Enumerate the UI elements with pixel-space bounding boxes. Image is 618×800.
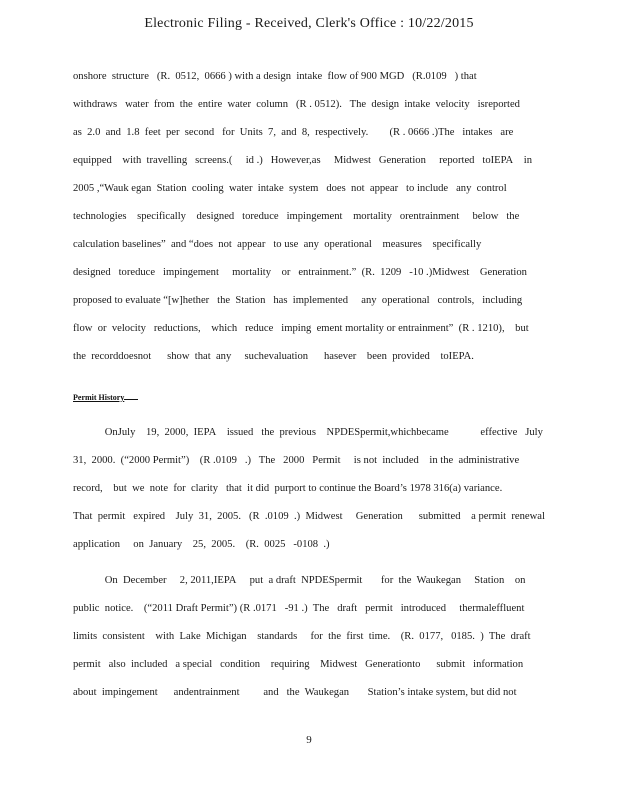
- text-line: designed toreduce impingement mortality or entrainment.” (R. 1209 -10 .)Midwest Generation: [73, 267, 527, 278]
- text-line: That permit expired July 31, 2005. (R .0109 .) Midwest Generation submitted a permit renewal: [73, 511, 545, 522]
- text-line: On December 2, 2011,IEPA put a draft NPDESpermit for the Waukegan Station on: [73, 575, 526, 586]
- text-line: about impingement andentrainment and the Waukegan Station’s intake system, but did not: [73, 687, 517, 698]
- text-line: technologies specifically designed toreduce impingement mortality orentrainment below the: [73, 211, 520, 222]
- filing-header: Electronic Filing - Received, Clerk's Office : 10/22/2015: [144, 16, 474, 31]
- text-line: proposed to evaluate “[w]hether the Station has implemented any operational controls, including: [73, 295, 523, 306]
- text-line: flow or velocity reductions, which reduce imping ement mortality or entrainment” (R . 1210), but: [73, 323, 529, 334]
- text-line: as 2.0 and 1.8 feet per second for Units 7, and 8, respectively. (R . 0666 .)The intakes are: [73, 127, 514, 138]
- text-line: permit also included a special condition requiring Midwest Generationto submit information: [73, 659, 524, 670]
- text-line: limits consistent with Lake Michigan standards for the first time. (R. 0177, 0185. ) The draft: [73, 631, 531, 642]
- text-line: onshore structure (R. 0512, 0666 ) with a design intake flow of 900 MGD (R.0109 ) that: [73, 71, 477, 82]
- text-line: the recorddoesnot show that any suchevaluation hasever been provided toIEPA.: [73, 351, 474, 362]
- text-line: record, but we note for clarity that it did purport to continue the Board’s 1978 316(a) variance.: [73, 483, 503, 494]
- text-line: equipped with travelling screens.( id .) However,as Midwest Generation reported toIEPA in: [73, 155, 533, 166]
- text-line: OnJuly 19, 2000, IEPA issued the previous NPDESpermit,whichbecame effective July: [73, 427, 543, 438]
- page-number: 9: [306, 734, 312, 746]
- text-line: 2005 ,“Wauk egan Station cooling water intake system does not appear to include any control: [73, 183, 507, 194]
- text-line: application on January 25, 2005. (R. 0025 -0108 .): [73, 539, 330, 550]
- text-line: public notice. (“2011 Draft Permit”) (R .0171 -91 .) The draft permit introduced thermaleffluent: [73, 603, 525, 614]
- text-line: withdraws water from the entire water column (R . 0512). The design intake velocity isreported: [73, 99, 520, 110]
- section-heading-permit-history: Permit History: [73, 391, 138, 402]
- text-line: 31, 2000. (“2000 Permit”) (R .0109 .) The 2000 Permit is not included in the administrative: [73, 455, 520, 466]
- text-line: calculation baselines” and “does not appear to use any operational measures specifically: [73, 239, 482, 250]
